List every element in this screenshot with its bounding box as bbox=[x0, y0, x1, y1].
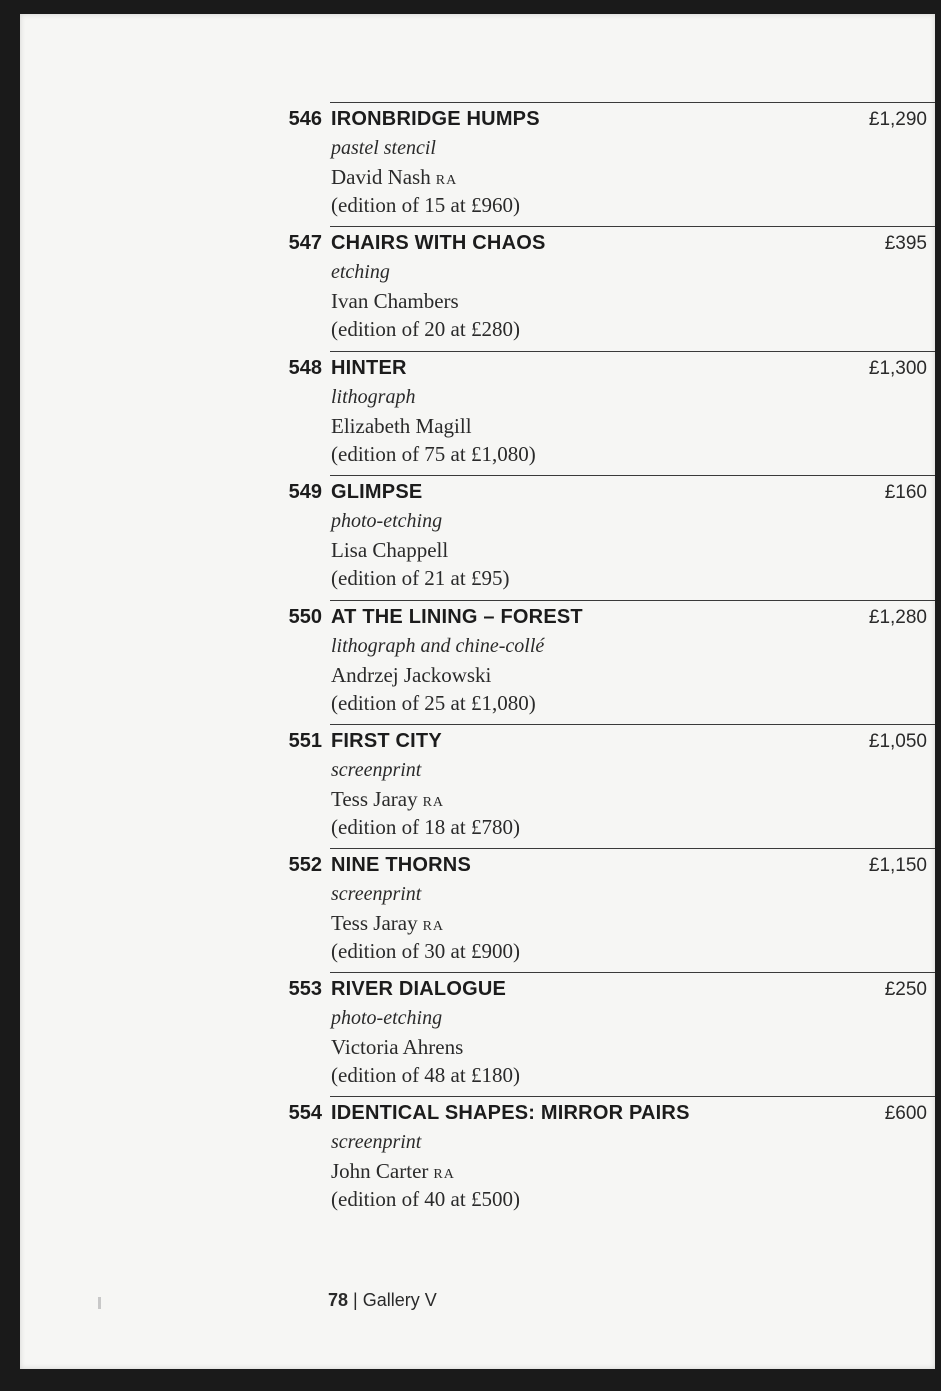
ra-suffix: RA bbox=[422, 795, 445, 810]
catalogue-page bbox=[20, 14, 935, 1369]
divider bbox=[330, 102, 935, 103]
entry-title: IDENTICAL SHAPES: MIRROR PAIRS bbox=[331, 1102, 690, 1124]
entry-title: HINTER bbox=[331, 357, 407, 379]
entry-price: £250 bbox=[884, 979, 927, 1000]
entry-medium: lithograph and chine-collé bbox=[331, 635, 545, 657]
catalogue-entry bbox=[20, 351, 935, 475]
divider bbox=[330, 848, 935, 849]
entry-edition: (edition of 40 at £500) bbox=[331, 1187, 520, 1211]
page-number: 78 bbox=[328, 1290, 349, 1310]
entry-number: 554 bbox=[288, 1102, 322, 1124]
catalogue-entry bbox=[20, 102, 935, 226]
ra-suffix: RA bbox=[433, 1167, 455, 1182]
entry-price: £1,050 bbox=[868, 731, 927, 752]
entry-artist bbox=[331, 911, 444, 936]
entry-edition: (edition of 75 at £1,080) bbox=[331, 442, 536, 466]
entry-medium: photo-etching bbox=[331, 1007, 443, 1029]
entry-title: AT THE LINING – FOREST bbox=[331, 606, 583, 628]
catalogue-entry bbox=[20, 1096, 935, 1220]
page-footer bbox=[328, 1290, 437, 1311]
entry-price: £1,280 bbox=[868, 607, 927, 628]
entry-artist bbox=[331, 538, 453, 563]
entry-artist bbox=[331, 289, 464, 314]
entry-medium: photo-etching bbox=[331, 510, 443, 532]
divider bbox=[330, 724, 935, 725]
entry-edition: (edition of 21 at £95) bbox=[331, 566, 510, 590]
entry-price: £1,150 bbox=[868, 855, 927, 876]
entry-edition: (edition of 25 at £1,080) bbox=[331, 691, 536, 715]
entry-title: IRONBRIDGE HUMPS bbox=[331, 108, 540, 130]
entry-number: 548 bbox=[288, 357, 322, 379]
artist-name: Tess Jaray bbox=[331, 911, 418, 935]
catalogue-entry bbox=[20, 848, 935, 972]
divider bbox=[330, 1096, 935, 1097]
entry-number: 553 bbox=[288, 978, 322, 1000]
catalogue-entry bbox=[20, 724, 935, 848]
entry-price: £600 bbox=[884, 1103, 927, 1124]
entry-title: CHAIRS WITH CHAOS bbox=[331, 232, 546, 254]
entry-number: 546 bbox=[288, 108, 322, 130]
entry-title: NINE THORNS bbox=[331, 854, 471, 876]
entry-number: 552 bbox=[288, 854, 322, 876]
entry-edition: (edition of 18 at £780) bbox=[331, 815, 520, 839]
page-mark bbox=[98, 1297, 101, 1309]
entry-medium: lithograph bbox=[331, 386, 416, 408]
entry-title: GLIMPSE bbox=[331, 481, 423, 503]
entry-price: £160 bbox=[884, 482, 927, 503]
divider bbox=[330, 600, 935, 601]
section-name: Gallery V bbox=[362, 1290, 437, 1310]
entry-number: 550 bbox=[288, 606, 322, 628]
artist-name: David Nash bbox=[331, 165, 431, 189]
catalogue-entry bbox=[20, 600, 935, 724]
entry-artist bbox=[331, 1035, 468, 1060]
footer-separator: | bbox=[348, 1290, 363, 1310]
divider bbox=[330, 475, 935, 476]
entry-title: FIRST CITY bbox=[331, 730, 442, 752]
entry-title: RIVER DIALOGUE bbox=[331, 978, 507, 1000]
divider bbox=[330, 351, 935, 352]
entry-artist bbox=[331, 663, 496, 688]
entry-medium: screenprint bbox=[331, 759, 422, 781]
catalogue-entry bbox=[20, 226, 935, 350]
entry-artist bbox=[331, 165, 457, 190]
entry-edition: (edition of 20 at £280) bbox=[331, 317, 520, 341]
entry-artist bbox=[331, 787, 444, 812]
entry-edition: (edition of 15 at £960) bbox=[331, 193, 520, 217]
entry-artist bbox=[331, 414, 477, 439]
artist-name: Lisa Chappell bbox=[331, 538, 449, 562]
entry-price: £395 bbox=[884, 233, 927, 254]
entry-price: £1,300 bbox=[868, 358, 927, 379]
artist-name: Victoria Ahrens bbox=[331, 1035, 464, 1059]
catalogue-entry bbox=[20, 475, 935, 599]
artist-name: Elizabeth Magill bbox=[331, 414, 472, 438]
artist-name: John Carter bbox=[331, 1159, 429, 1183]
ra-suffix: RA bbox=[435, 173, 458, 188]
entry-edition: (edition of 30 at £900) bbox=[331, 939, 520, 963]
entry-medium: pastel stencil bbox=[331, 137, 436, 159]
entry-medium: etching bbox=[331, 261, 390, 283]
divider bbox=[330, 972, 935, 973]
entry-number: 549 bbox=[288, 481, 322, 503]
entry-price: £1,290 bbox=[868, 109, 927, 130]
entry-edition: (edition of 48 at £180) bbox=[331, 1063, 520, 1087]
artist-name: Andrzej Jackowski bbox=[331, 663, 492, 687]
entry-medium: screenprint bbox=[331, 1131, 422, 1153]
artist-name: Tess Jaray bbox=[331, 787, 418, 811]
catalogue-entry bbox=[20, 972, 935, 1096]
ra-suffix: RA bbox=[422, 919, 445, 934]
artist-name: Ivan Chambers bbox=[331, 289, 459, 313]
entry-medium: screenprint bbox=[331, 883, 422, 905]
divider bbox=[330, 226, 935, 227]
entry-number: 551 bbox=[288, 730, 322, 752]
entry-number: 547 bbox=[288, 232, 322, 254]
entry-artist bbox=[331, 1159, 455, 1184]
